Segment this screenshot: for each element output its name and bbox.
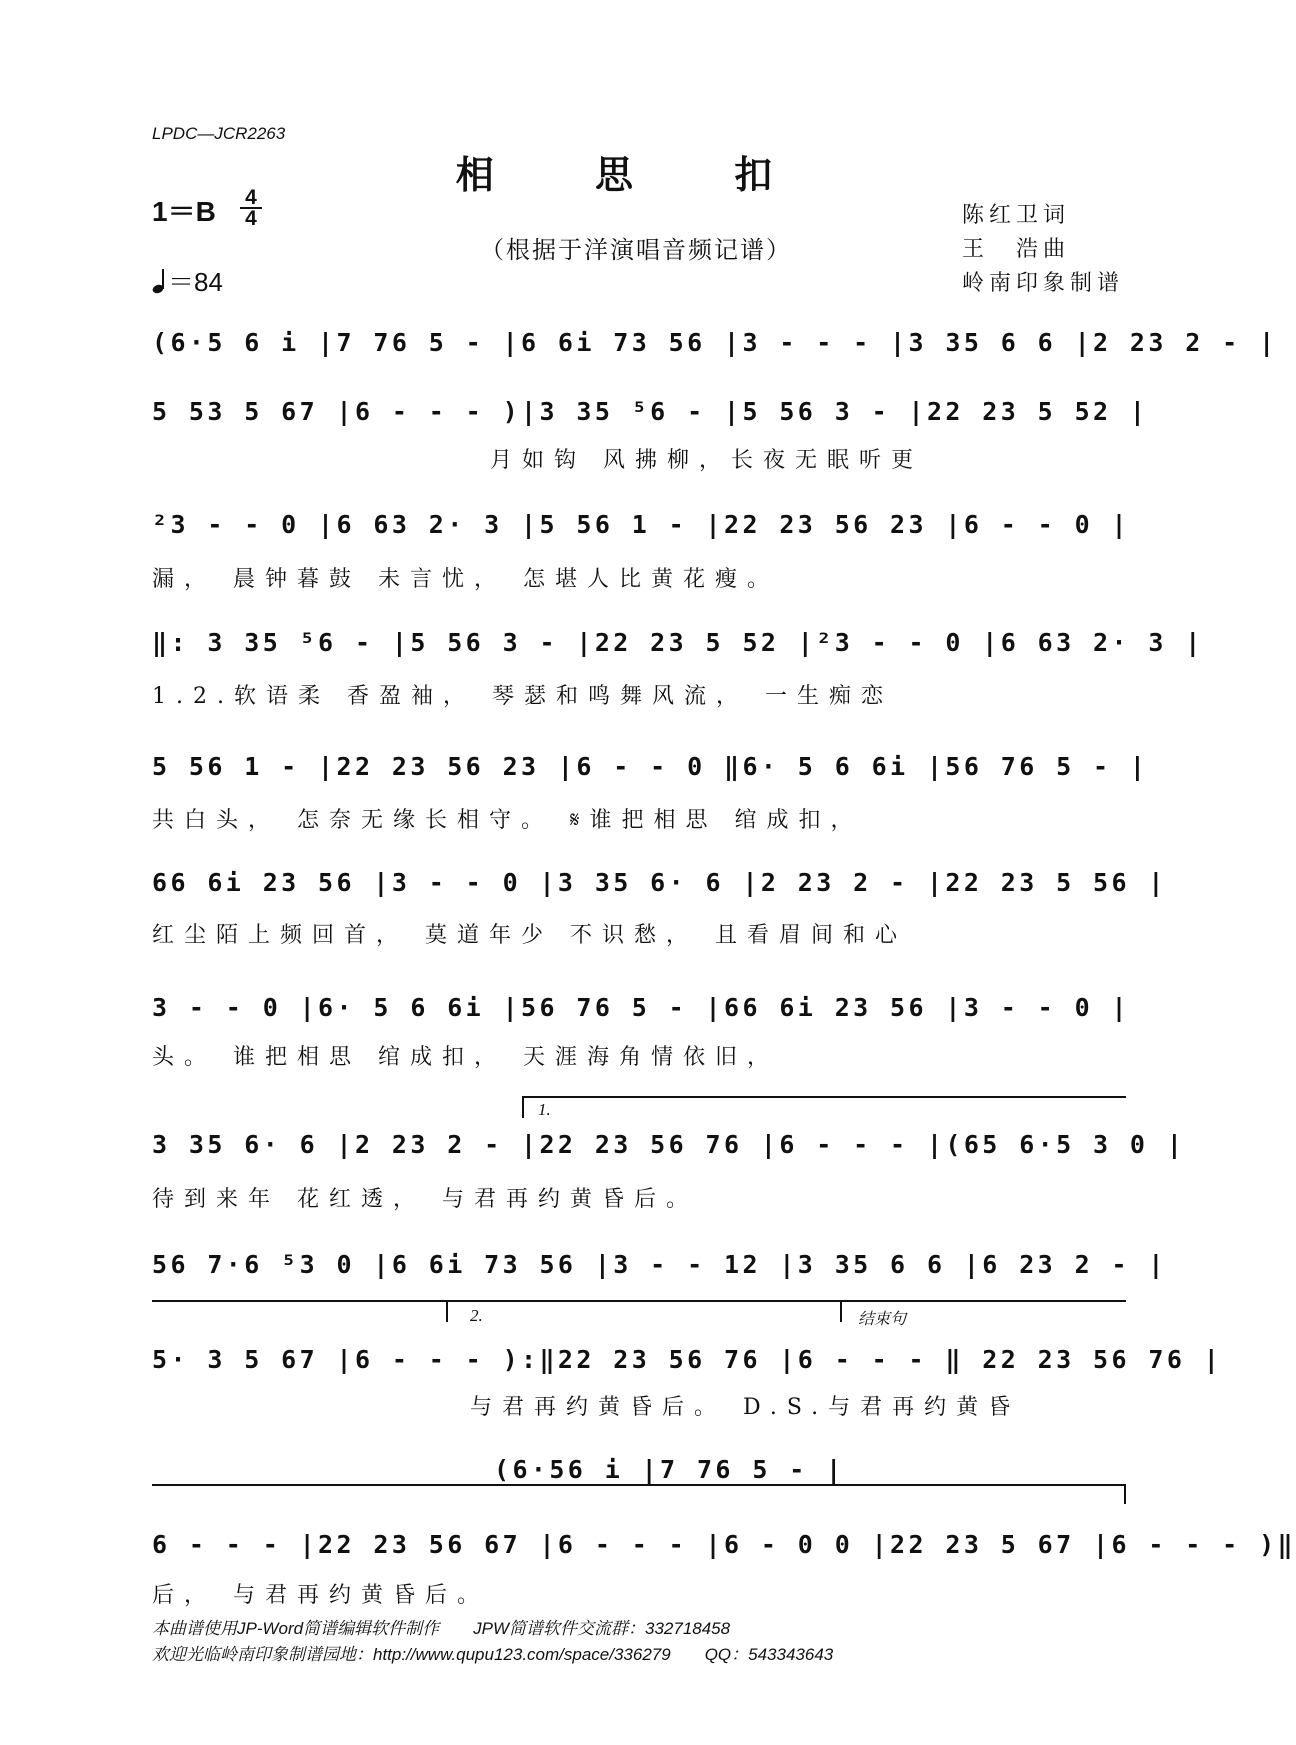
lyrics-line-8: 待到来年 花红透， 与君再约黄昏后。	[152, 1187, 698, 1212]
footer-line-2: 欢迎光临岭南印象制谱园地：http://www.qupu123.com/space/336279 QQ：543343643	[152, 1645, 834, 1664]
volta-1-label: 1.	[538, 1100, 551, 1119]
time-signature-top: 4	[240, 188, 262, 209]
staff-line-2: 5 53 5 67 |6 - - - )|3 35 ⁵6 - |5 56 3 - |22 23 5 52 |	[152, 397, 1149, 426]
lyricist-credit: 陈红卫词	[962, 203, 1071, 228]
lyrics-line-6: 红尘陌上频回首， 莫道年少 不识愁， 且看眉间和心	[152, 923, 907, 948]
score-code: LPDC—JCR2263	[152, 124, 286, 143]
volta-2-label: 2.	[470, 1306, 483, 1325]
staff-line-1: (6·5 6 i |7 76 5 - |6 6i 73 56 |3 - - - |3 35 6 6 |2 23 2 - |	[152, 328, 1278, 357]
coda-bracket-hook	[840, 1300, 842, 1322]
volta-2-bracket-hook	[446, 1300, 448, 1322]
volta-1-bracket	[522, 1096, 1126, 1098]
staff-line-5: 5 56 1 - |22 23 56 23 |6 - - 0 ‖6· 5 6 6i |56 76 5 - |	[152, 752, 1149, 781]
staff-line-3: ²3 - - 0 |6 63 2· 3 |5 56 1 - |22 23 56 23 |6 - - 0 |	[152, 510, 1130, 539]
volta-1-bracket-hook	[522, 1096, 524, 1118]
staff-line-7: 3 - - 0 |6· 5 6 6i |56 76 5 - |66 6i 23 56 |3 - - 0 |	[152, 993, 1130, 1022]
staff-line-6: 66 6i 23 56 |3 - - 0 |3 35 6· 6 |2 23 2 - |22 23 5 56 |	[152, 868, 1167, 897]
lyrics-line-10: 与君再约黄昏后。 D.S.与君再约黄昏	[470, 1395, 1021, 1420]
composer-credit: 王 浩曲	[962, 237, 1071, 262]
ending-bracket	[152, 1300, 1126, 1302]
subtitle: （根据于洋演唱音频记谱）	[480, 236, 792, 264]
lyrics-line-7: 头。 谁把相思 绾成扣， 天涯海角情依旧，	[152, 1045, 779, 1070]
footer-line-1: 本曲谱使用JP-Word简谱编辑软件制作 JPW简谱软件交流群：332718458	[152, 1619, 731, 1638]
tempo-value: ＝84	[168, 267, 223, 297]
staff-line-9: 56 7·6 ⁵3 0 |6 6i 73 56 |3 - - 12 |3 35 6 6 |6 23 2 - |	[152, 1250, 1167, 1279]
time-signature-bottom: 4	[245, 207, 257, 230]
staff-line-4: ‖: 3 35 ⁵6 - |5 56 3 - |22 23 5 52 |²3 - - 0 |6 63 2· 3 |	[152, 628, 1204, 657]
song-title: 相 思 扣	[455, 152, 817, 197]
lyrics-line-12: 后， 与君再约黄昏后。	[152, 1583, 489, 1608]
key-signature: 1＝B	[152, 196, 216, 227]
lyrics-line-3: 漏， 晨钟暮鼓 未言忧， 怎堪人比黄花瘦。	[152, 567, 779, 592]
lyrics-line-2: 月如钩 风拂柳，长夜无眠听更	[490, 448, 923, 473]
staff-line-11: (6·56 i |7 76 5 - |	[494, 1455, 845, 1484]
arranger-credit: 岭南印象制谱	[962, 271, 1125, 296]
lyrics-line-4: 1.2.软语柔 香盈袖， 琴瑟和鸣舞风流， 一生痴恋	[152, 684, 893, 709]
coda-label: 结束句	[858, 1309, 907, 1328]
time-signature	[240, 188, 262, 228]
staff-line-8: 3 35 6· 6 |2 23 2 - |22 23 56 76 |6 - - - |(65 6·5 3 0 |	[152, 1130, 1186, 1159]
lyrics-line-5: 共白头， 怎奈无缘长相守。 𝄋谁把相思 绾成扣，	[152, 808, 863, 833]
quarter-note-icon	[152, 268, 168, 294]
staff-line-10: 5· 3 5 67 |6 - - - ):‖22 23 56 76 |6 - - - ‖ 22 23 56 76 |	[152, 1345, 1223, 1374]
final-bracket	[152, 1484, 1126, 1486]
staff-line-12: 6 - - - |22 23 56 67 |6 - - - |6 - 0 0 |22 23 5 67 |6 - - - )‖	[152, 1530, 1296, 1559]
tempo-marking	[152, 262, 223, 299]
final-bracket-hook	[1124, 1484, 1126, 1504]
